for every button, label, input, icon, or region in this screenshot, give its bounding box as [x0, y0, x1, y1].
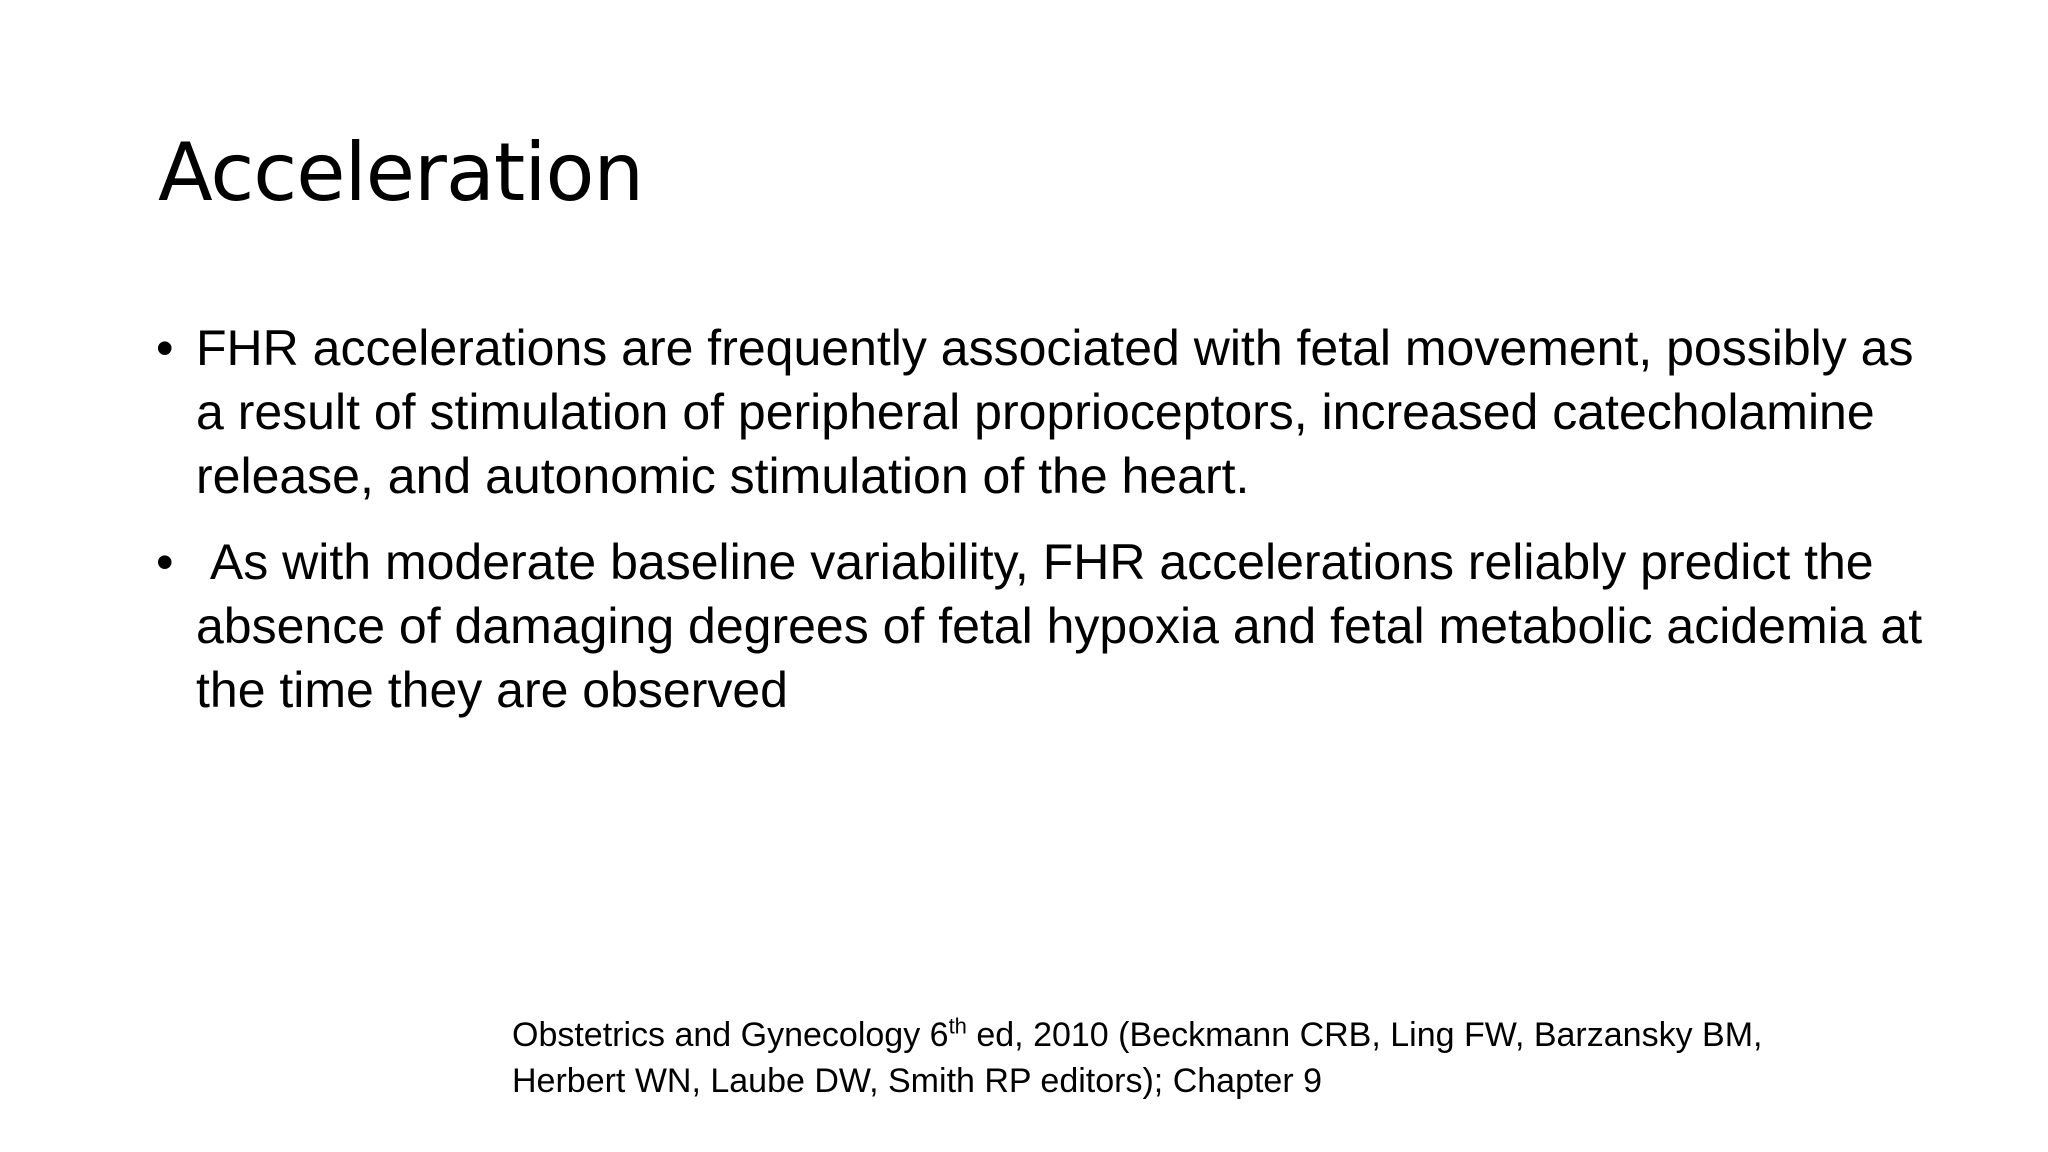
citation-text-end: ed, 2010 (Beckmann CRB, Ling FW, Barzansky BM, Herbert WN, Laube DW, Smith RP editors); Chapter 9 [512, 1016, 1763, 1100]
citation [512, 1012, 1832, 1104]
bullet-marker: • [156, 534, 174, 590]
bullet-item [156, 530, 1946, 722]
slide-title: Acceleration [158, 126, 644, 219]
bullet-marker: • [156, 320, 174, 376]
bullet-text: As with moderate baseline variability, FHR accelerations reliably predict the absence of damaging degrees of fetal hypoxia and fetal metabolic acidemia at the time they are observed [196, 534, 1937, 718]
bullet-text: FHR accelerations are frequently associated with fetal movement, possibly as a result of stimulation of peripheral proprioceptors, increased catecholamine release, and autonomic stimulation of the heart. [196, 320, 1914, 504]
citation-superscript: th [948, 1013, 967, 1039]
bullet-list [156, 316, 1946, 744]
bullet-item [156, 316, 1946, 508]
citation-text-start: Obstetrics and Gynecology 6 [512, 1016, 949, 1054]
